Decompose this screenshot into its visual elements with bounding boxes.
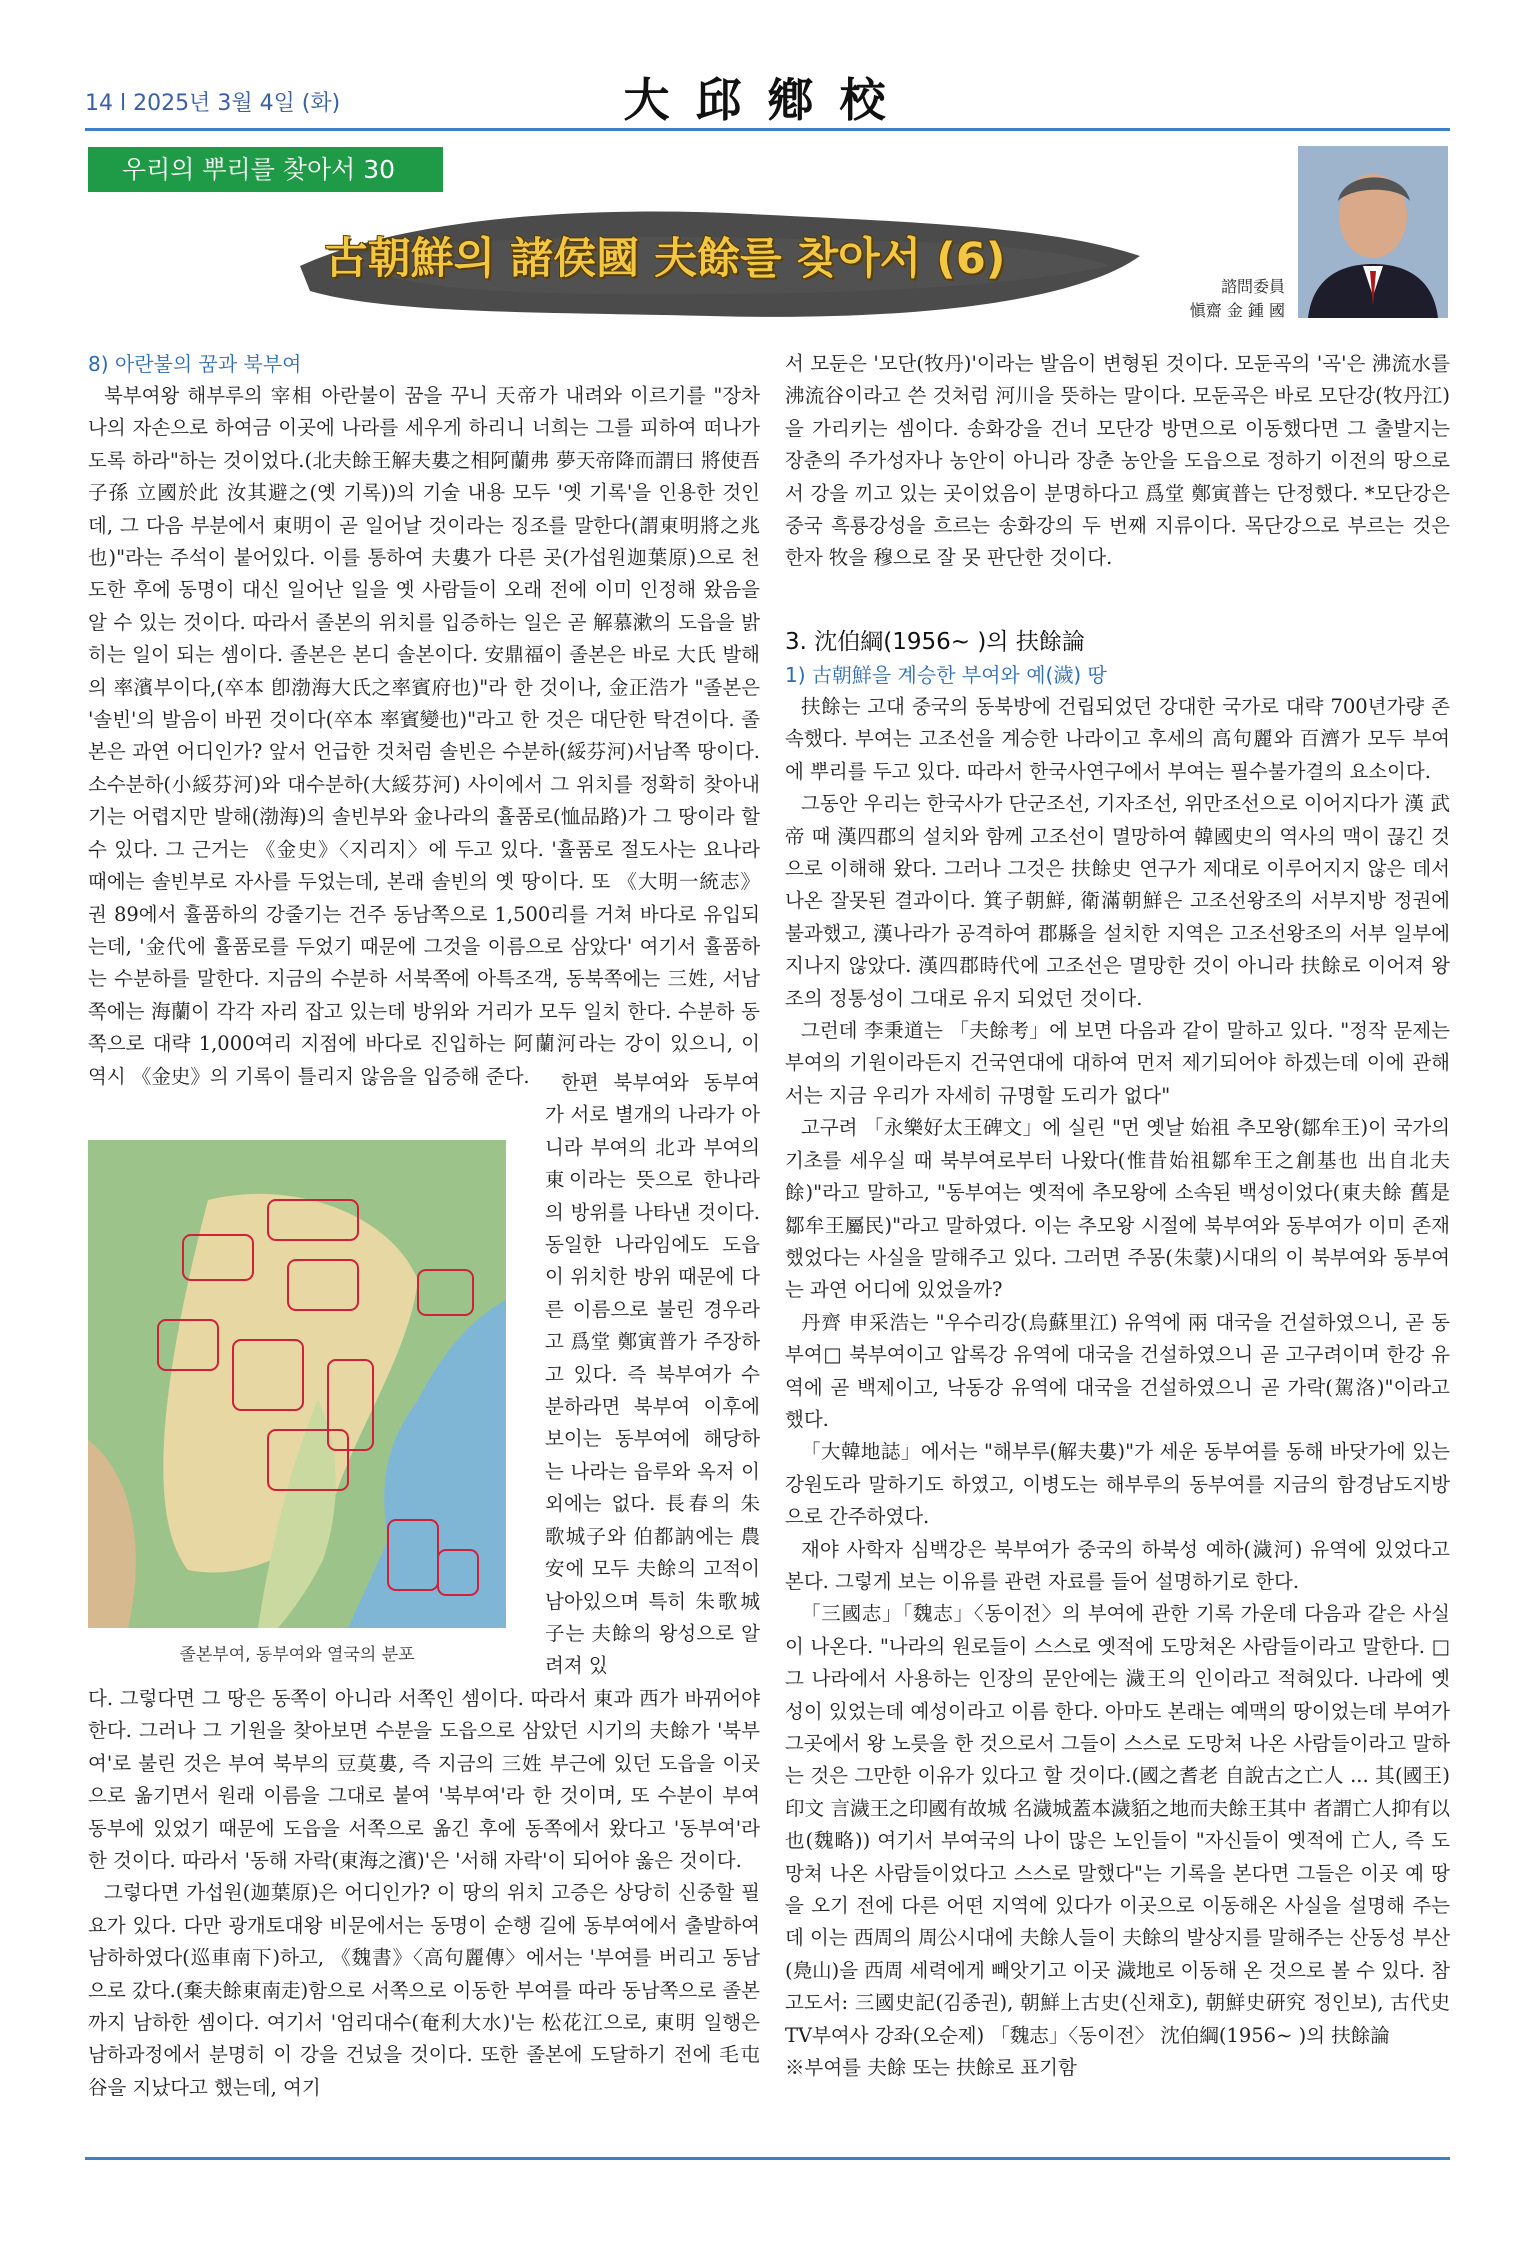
paragraph: 그렇다면 가섭원(迦葉原)은 어디인가? 이 땅의 위치 고증은 상당히 신중할 필요가 있다. 다만 광개토대왕 비문에서는 동명이 순행 길에 동부여에서 출발하여 남하하였다(巡車南下)하고, 《魏書》〈高句麗傳〉에서는 '부여를 버리고 동남으로 갔다.(棄夫餘東南走)함으로 서쪽으로 이동한 부여를 따라 동남쪽으로 졸본까지 남하한 셈이다. 여기서 '엄리대수(奄利大水)'는 松花江으로, 東明 일행은 남하과정에서 분명히 이 강을 건넜을 것이다. 또한 졸본에 도달하기 전에 毛屯谷을 지났다고 했는데, 여기 (88, 1881, 760, 2099)
paragraph: 북부여왕 해부루의 宰相 아란불이 꿈을 꾸니 天帝가 내려와 이르기를 "장차 나의 자손으로 하여금 이곳에 나라를 세우게 하리니 너희는 그를 피하여 떠나가도록 하라"하는 것이었다.(北夫餘王解夫婁之相阿蘭弗 夢天帝降而謂曰 將使吾子孫 立國於此 汝其避之(옛 기록))의 기술 내용 모두 '옛 기록'을 인용한 것인데, 그 다음 부분에서 東明이 곧 일어날 것이라는 징조를 말한다(謂東明將之兆也)"라는 주석이 붙어있다. 이를 통하여 夫婁가 다른 곳(가섭원迦葉原)으로 천도한 후에 동명이 대신 일어난 일을 옛 사람들이 오래 전에 이미 인정해 왔음을 알 수 있는 것이다. 따라서 졸본의 위치를 입증하는 일은 곧 解慕漱의 도읍을 밝히는 일이 되는 셈이다. 졸본은 본디 솔본이다. 安鼎福이 졸본은 바로 大氏 발해의 率濱부이다,(卒本 卽渤海大氏之率賓府也)"라 한 것이나, 金正浩가 "졸본은 '솔빈'의 발음이 바뀐 것이다(卒本 率賓變也)"라고 한 것은 대단한 탁견이다. 졸본은 과연 어디인가? 앞서 언급한 것처럼 솔빈은 수분하(綏芬河)서남쪽 땅이다. 소수분하(小綏芬河)와 대수분하(大綏芬河) 사이에서 그 위치를 정확히 찾아내기는 어렵지만 발해(渤海)의 솔빈부와 金나라의 휼품로(恤品路)가 그 땅이라 할 수 있다. 그 근거는 《金史》〈지리지〉에 두고 있다. '휼품로 절도사는 요나라 때에는 솔빈부로 자사를 두었는데, 본래 솔빈의 옛 땅이다. 또 《大明一統志》 권 89에서 휼품하의 강줄기는 건주 동남쪽으로 1,500리를 거쳐 바다로 유입되는데, '金代에 휼품로를 두었기 때문에 그것을 이름으로 삼았다' 여기서 휼품하는 수분하를 말한다. 지금의 수분하 서북쪽에 아특조객, 동북쪽에는 三姓, 서남쪽에는 海蘭이 각각 자리 잡고 있는데 방위와 거리가 모두 일치 한다. 수분하 동쪽으로 대략 1,000여리 지점에 바다로 진입하는 阿蘭河라는 강이 있으니, 이 역시 《金史》의 기록이 틀리지 않음을 입증해 준다. (88, 384, 760, 1088)
paragraph: 丹齊 申采浩는 "우수리강(烏蘇里江) 유역에 兩 대국을 건설하였으니, 곧 동부여□ 북부여이고 압록강 유역에 대국을 건설하였으니 곧 고구려이며 한강 유역에 곧 백제이고, 낙동강 유역에 대국을 건설하였으니 곧 가락(駕洛)"이라고 했다. (785, 1310, 1450, 1431)
page-info: 14 l 2025년 3월 4일 (화) (85, 91, 341, 116)
column-1-top (88, 348, 760, 1093)
column-1-bottom (88, 1683, 760, 2104)
paragraph: 재야 사학자 심백강은 북부여가 중국의 하북성 예하(濊河) 유역에 있었다고 본다. 그렇게 보는 이유를 관련 자료를 들어 설명하기로 한다. (785, 1537, 1450, 1593)
map-figure (88, 1140, 506, 1628)
subheading-8: 8) 아란불의 꿈과 북부여 (88, 352, 302, 376)
byline (1120, 275, 1285, 323)
article-title: 古朝鮮의 諸侯國 夫餘를 찾아서 (6) (324, 234, 1006, 284)
column-2-main (785, 625, 1450, 2084)
byline-role: 諮問委員 (1220, 277, 1285, 296)
paragraph: 고구려 「永樂好太王碑文」에 실린 "먼 옛날 始祖 추모왕(鄒牟王)이 국가의 기초를 세우실 때 북부여로부터 나왔다(惟昔始祖鄒牟王之創基也 出自北夫餘)"라고 말하고, "동부여는 옛적에 추모왕에 소속된 백성이었다(東夫餘 舊是鄒牟王屬民)"라고 말하였다. 이는 추모왕 시절에 북부여와 동부여가 이미 존재했었다는 사실을 말해주고 있다. 그러면 주몽(朱蒙)시대의 이 북부여와 동부여는 과연 어디에 있었을까? (785, 1116, 1450, 1302)
paragraph: 그런데 李秉道는 「夫餘考」에 보면 다음과 같이 말하고 있다. "정작 문제는 부여의 기원이라든지 건국연대에 대하여 먼저 제기되어야 하겠는데 이에 관해서는 지금 우리가 자세히 규명할 도리가 없다" (785, 1019, 1450, 1107)
paragraph: 그동안 우리는 한국사가 단군조선, 기자조선, 위만조선으로 이어지다가 漢 武帝 때 漢四郡의 설치와 함께 고조선이 멸망하여 韓國史의 역사의 맥이 끊긴 것으로 이해해 왔다. 그러나 그것은 扶餘史 연구가 제대로 이루어지지 않은 데서 나온 잘못된 결과이다. 箕子朝鮮, 衛滿朝鮮은 고조선왕조의 서부지방 정권에 불과했고, 漢나라가 공격하여 郡縣을 설치한 지역은 고조선왕조의 서부 일부에 지나지 않았다. 漢四郡時代에 고조선은 멸망한 것이 아니라 扶餘로 이어져 왕조의 정통성이 그대로 유지 되었던 것이다. (785, 792, 1450, 1010)
masthead: 大邱鄕校 (623, 73, 912, 127)
subheading-1: 1) 古朝鮮을 계승한 부여와 예(濊) 땅 (785, 663, 1107, 687)
footnote: ※부여를 夫餘 또는 扶餘로 표기함 (785, 2056, 1077, 2080)
paragraph: 서 모둔은 '모단(牧丹)'이라는 발음이 변형된 것이다. 모둔곡의 '곡'은 沸流水를 沸流谷이라고 쓴 것처럼 河川을 뜻하는 말이다. 모둔곡은 바로 모단강(牧丹江)을 가리키는 셈이다. 송화강을 건너 모단강 방면으로 이동했다면 그 출발지는 장춘의 주가성자나 농안이 아니라 장춘 농안을 도읍으로 정하기 이전의 땅으로서 강을 끼고 있는 곳이었음이 분명하다고 爲堂 鄭寅普는 단정했다. *모단강은 중국 흑룡강성을 흐르는 송화강의 두 번째 지류이다. 목단강으로 부르는 것은 한자 牧을 穆으로 잘 못 판단한 것이다. (785, 352, 1450, 570)
series-label: 우리의 뿌리를 찾아서 30 (88, 147, 443, 192)
column-2-top (785, 348, 1450, 575)
header-rule (85, 128, 1450, 131)
byline-name: 愼齋 金 鍾 國 (1189, 301, 1285, 320)
column-1-beside-map (545, 1067, 760, 1683)
paragraph: 扶餘는 고대 중국의 동북방에 건립되었던 강대한 국가로 대략 700년가량 존속했다. 부여는 고조선을 계승한 나라이고 후세의 高句麗와 百濟가 모두 부여에 뿌리를 두고 있다. 따라서 한국사연구에서 부여는 필수불가결의 요소이다. (785, 695, 1450, 783)
author-photo (1298, 146, 1448, 318)
paragraph: 다. 그렇다면 그 땅은 동쪽이 아니라 서쪽인 셈이다. 따라서 東과 西가 바뀌어야 한다. 그러나 그 기원을 찾아보면 수분을 도읍으로 삼았던 시기의 夫餘가 '북부여'로 불린 것은 부여 북부의 豆莫婁, 즉 지금의 三姓 부근에 있던 도읍을 이곳으로 옮기면서 원래 이름을 그대로 붙여 '북부여'라 한 것이며, 또 수분이 부여 동부에 있었기 때문에 도읍을 서쪽으로 옮긴 후에 동쪽에서 왔다고 '동부여'라 한 것이다. 따라서 '동해 자락(東海之濱)'은 '서해 자락'이 되어야 옳은 것이다. (88, 1687, 760, 1873)
section-heading-3: 3. 沈伯綱(1956∼ )의 扶餘論 (785, 629, 1085, 655)
paragraph: 「三國志」「魏志」〈동이전〉의 부여에 관한 기록 가운데 다음과 같은 사실이 나온다. "나라의 원로들이 스스로 옛적에 도망쳐온 사람들이라고 말한다. □ 그 나라에서 사용하는 인장의 문안에는 濊王의 인이라고 적혀있다. 나라에 옛 성이 있었는데 예성이라고 이름 한다. 아마도 본래는 예맥의 땅이었는데 부여가 그곳에서 왕 노릇을 한 것으로서 그들이 스스로 도망쳐 나온 사람들이라고 말하는 것은 그만한 이유가 있다고 할 것이다.(國之耆老 自說古之亡人 ... 其(國王)印文 言濊王之印國有故城 名濊城蓋本濊貊之地而夫餘王其中 者謂亡人抑有以也(魏略)) 여기서 부여국의 나이 많은 노인들이 "자신들이 옛적에 亡人, 즉 도망쳐 나온 사람들이었다고 스스로 말했다"는 기록을 본다면 그들은 이곳 예 땅을 오기 전에 다른 어떤 지역에 있다가 이곳으로 이동해온 사실을 설명해 주는데 이는 西周의 周公시대에 夫餘人들이 夫餘의 발상지를 말해주는 산동성 부산(鳧山)을 西周 세력에게 빼앗기고 이곳 濊地로 이동해 온 것으로 볼 수 있다. 참고도서: 三國史記(김종권), 朝鮮上古史(신채호), 朝鮮史硏究 정인보), 古代史TV부여사 강좌(오순제) 「魏志」〈동이전〉 沈伯綱(1956∼ )의 扶餘論 (785, 1602, 1450, 2047)
paragraph: 한편 북부여와 동부여가 서로 별개의 나라가 아니라 부여의 北과 부여의 東이라는 뜻으로 한나라의 방위를 나타낸 것이다. 동일한 나라임에도 도읍이 위치한 방위 때문에 다른 이름으로 불린 경우라고 爲堂 鄭寅普가 주장하고 있다. 즉 북부여가 수분하라면 북부여 이후에 보이는 동부여에 해당하는 나라는 읍루와 옥저 이외에는 없다. 長春의 朱歌城子와 伯都訥에는 農安에 모두 夫餘의 고적이 남아있으며 특히 朱歌城子는 夫餘의 왕성으로 알려져 있 (545, 1071, 760, 1678)
footer-rule (85, 2157, 1450, 2160)
paragraph: 「大韓地誌」에서는 "해부루(解夫婁)"가 세운 동부여를 동해 바닷가에 있는 강원도라 말하기도 하였고, 이병도는 해부루의 동부여를 지금의 함경남도지방으로 간주하였다. (785, 1440, 1450, 1529)
map-caption: 졸본부여, 동부여와 열국의 분포 (179, 1645, 415, 1665)
